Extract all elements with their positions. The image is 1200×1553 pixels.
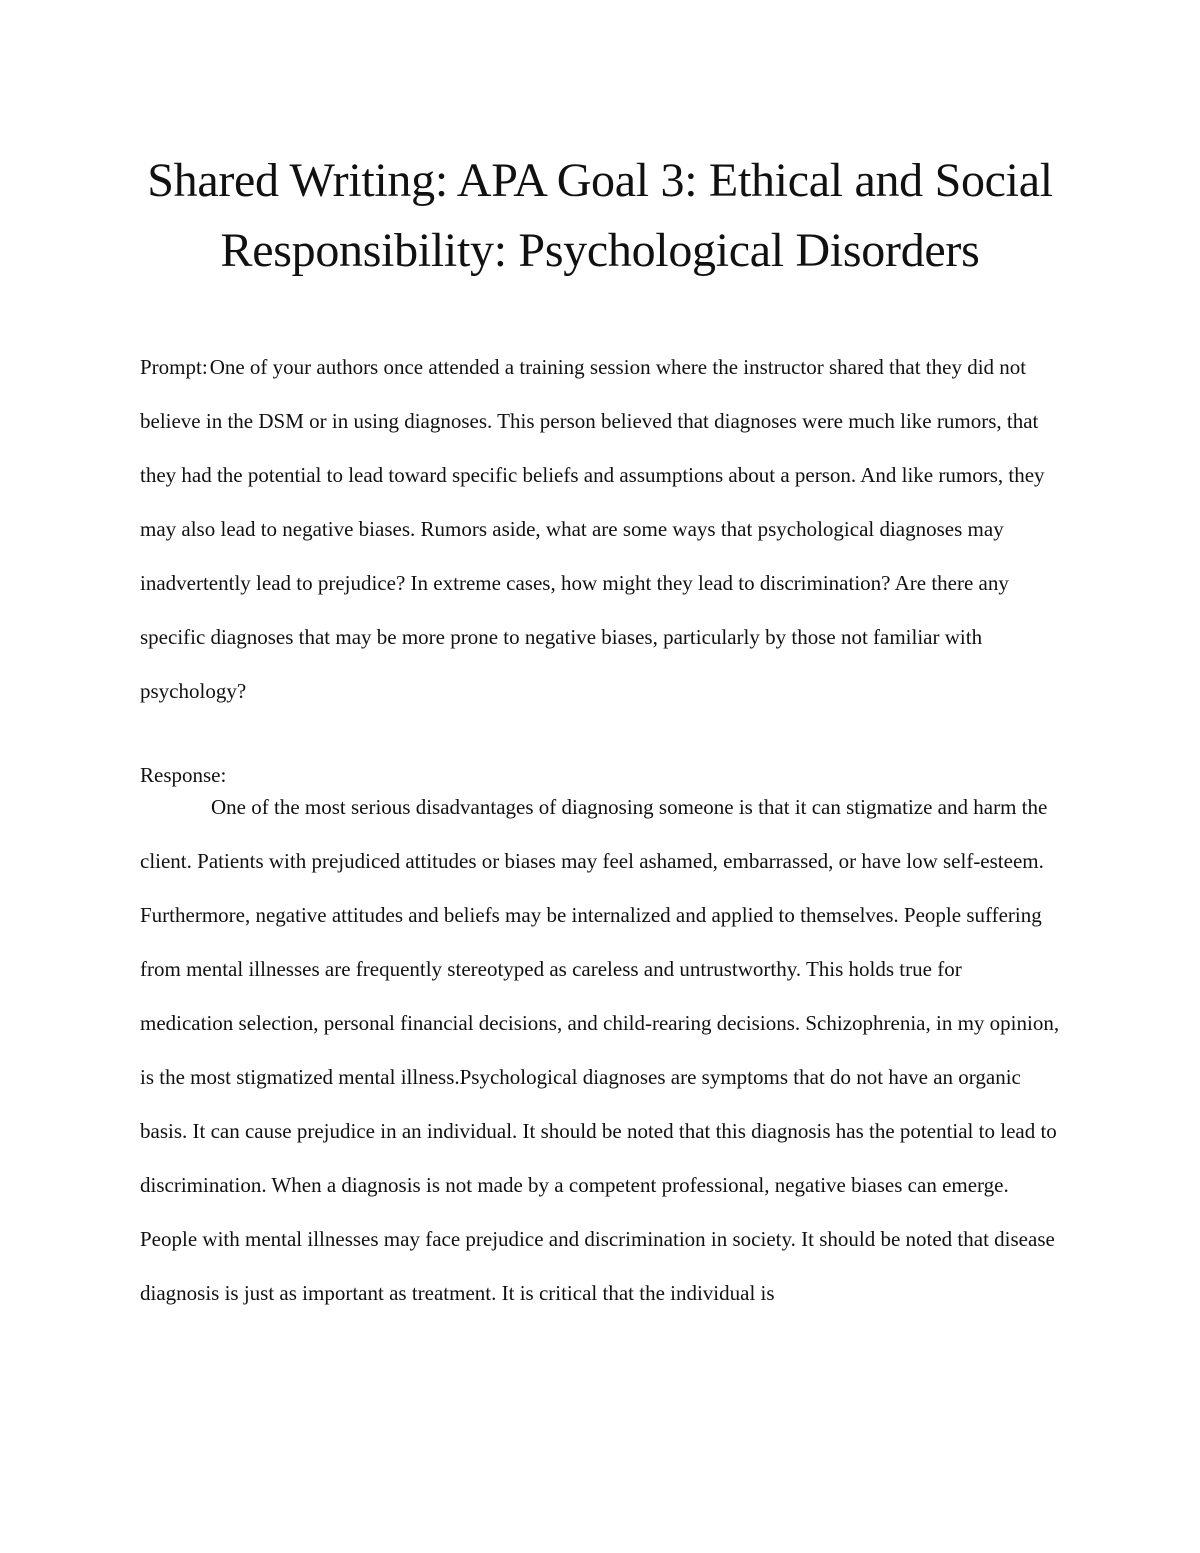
prompt-paragraph [140,340,1070,718]
response-label: Response: [140,763,227,787]
document-title: Shared Writing: APA Goal 3: Ethical and Social Responsibility: Psychological Disorders [147,154,1053,277]
prompt-label: Prompt: [140,355,208,379]
prompt-text: One of your authors once attended a training session where the instructor shared that they did not believe in the DSM or in using diagnoses. This person believed that diagnoses were much like rumors, that they had the potential to lead toward specific beliefs and assumptions about a person. And like rumors, they may also lead to negative biases. Rumors aside, what are some ways that psychological diagnoses may inadvertently lead to prejudice? In extreme cases, how might they lead to discrimination? Are there any specific diagnoses that may be more prone to negative biases, particularly by those not familiar with psychology? [140,355,1045,703]
response-paragraph: One of the most serious disadvantages of diagnosing someone is that it can stigmatize and harm the client. Patients with prejudiced attitudes or biases may feel ashamed, embarrassed, or have low self-esteem. Furthermore, negative attitudes and beliefs may be internalized and applied to themselves. People suffering from mental illnesses are frequently stereotyped as careless and untrustworthy. This holds true for medication selection, personal financial decisions, and child-rearing decisions. Schizophrenia, in my opinion, is the most stigmatized mental illness.Psychological diagnoses are symptoms that do not have an organic basis. It can cause prejudice in an individual. It should be noted that this diagnosis has the potential to lead to discrimination. When a diagnosis is not made by a competent professional, negative biases can emerge. People with mental illnesses may face prejudice and discrimination in society. It should be noted that disease diagnosis is just as important as treatment. It is critical that the individual is [140,795,1060,1305]
